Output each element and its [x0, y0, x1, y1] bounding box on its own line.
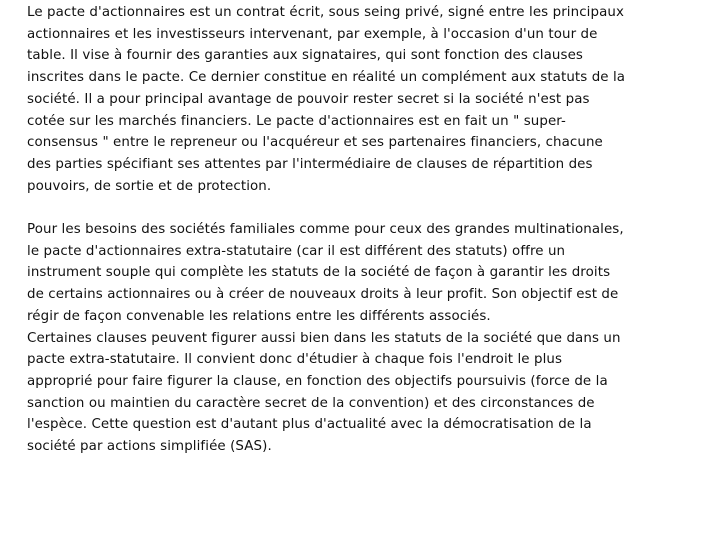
paragraph-clauses-placement: Certaines clauses peuvent figurer aussi bien dans les statuts de la société que dans un pacte extra-statutaire. Il convient donc d'étudier à chaque fois l'endroit le plus approprié pour faire figurer la clause, en fonction des objectifs poursuivis (force de la sanction ou maintien du caractère secret de la convention) et des circonstances de l'espèce. Cette question est d'autant plus d'actualité avec la démocratisation de la société par actions simplifiée (SAS).	[27, 330, 621, 455]
paragraph-shareholders-pact-definition: Le pacte d'actionnaires est un contrat écrit, sous seing privé, signé entre les principaux actionnaires et les investisseurs intervenant, par exemple, à l'occasion d'un tour de table. Il vise à fournir des garanties aux signataires, qui sont fonction des clauses inscrites dans le pacte. Ce dernier constitue en réalité un complément aux statuts de la société. Il a pour principal avantage de pouvoir rester secret si la société n'est pas cotée sur les marchés financiers. Le pacte d'actionnaires est en fait un " super- consensus " entre le repreneur ou l'acquéreur et ses partenaires financiers, chacune des parties spécifiant ses attentes par l'intermédiaire de clauses de répartition des pouvoirs, de sortie et de protection.	[27, 5, 626, 194]
paragraph-extra-statutory-pact: Pour les besoins des sociétés familiales comme pour ceux des grandes multinationales, le pacte d'actionnaires extra-statutaire (car il est différent des statuts) offre un instrument souple qui complète les statuts de la société de façon à garantir les droits de certains actionnaires ou à créer de nouveaux droits à leur profit. Son objectif est de régir de façon convenable les relations entre les différents associés.	[27, 222, 624, 324]
document-body	[27, 2, 663, 458]
paragraph-spacer	[27, 197, 663, 219]
